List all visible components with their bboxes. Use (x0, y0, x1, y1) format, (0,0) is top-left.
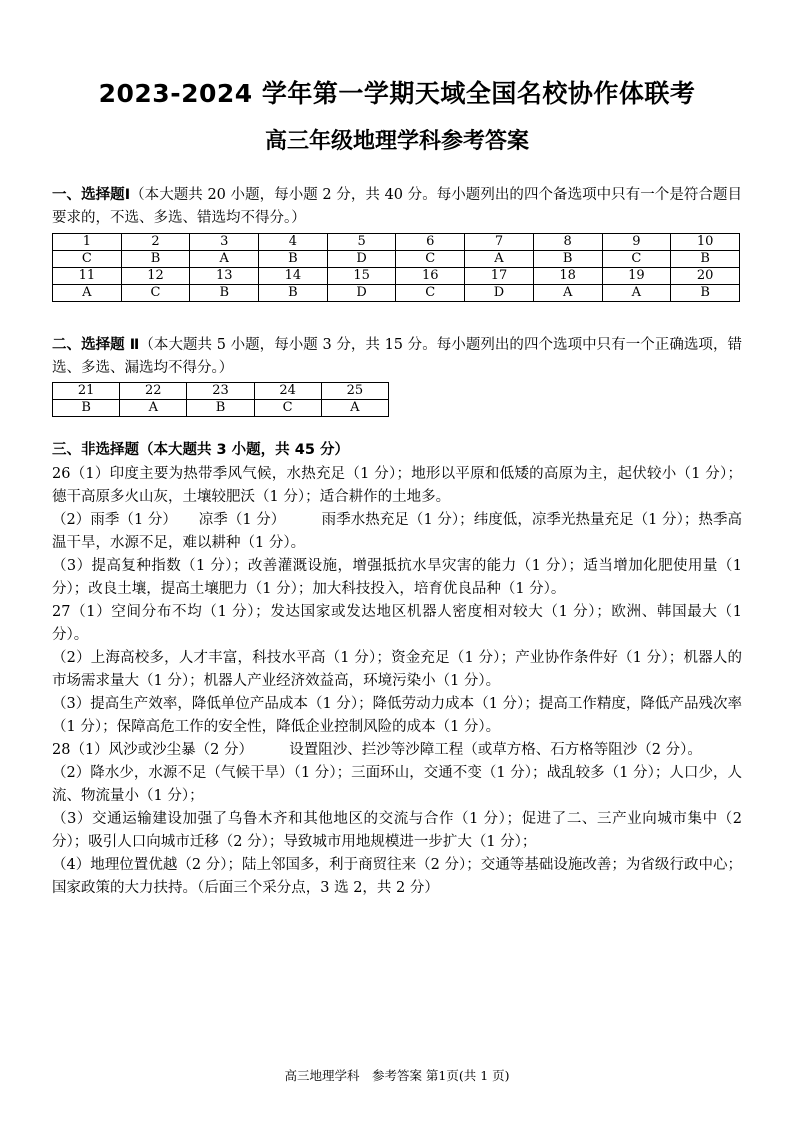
answer-paragraph: （2）上海高校多，人才丰富，科技水平高（1 分）；资金充足（1 分）；产业协作条件好（1 分）；机器人的市场需求量大（1 分）；机器人产业经济效益高，环境污染小（1 分）。 (52, 650, 742, 689)
question-number-cell: 21 (53, 383, 120, 400)
answer-cell: B (190, 285, 259, 302)
answer-cell: C (602, 251, 671, 268)
question-number-cell: 15 (327, 268, 396, 285)
question-number-cell: 2 (121, 234, 190, 251)
answer-cell: A (120, 400, 187, 417)
question-number-cell: 20 (671, 268, 740, 285)
question-number-cell: 19 (602, 268, 671, 285)
answer-cell: B (53, 400, 120, 417)
question-number-cell: 6 (396, 234, 465, 251)
answer-cell: D (465, 285, 534, 302)
answer-cell: B (671, 251, 740, 268)
answer-paragraph: （4）地理位置优越（2 分）；陆上邻国多，利于商贸往来（2 分）；交通等基础设施改善；为省级行政中心；国家政策的大力扶持。（后面三个采分点，3 选 2，共 2 分） (52, 857, 742, 896)
answer-paragraph: （3）交通运输建设加强了乌鲁木齐和其他地区的交流与合作（1 分）；促进了二、三产业向城市集中（2 分）；吸引人口向城市迁移（2 分）；导致城市用地规模进一步扩大（1 分）； (52, 811, 742, 850)
section2-heading: 二、选择题 Ⅱ (52, 337, 140, 353)
answer-paragraph: （2）降水少，水源不足（气候干旱）（1 分）；三面环山，交通不变（1 分）；战乱较多（1 分）；人口少，人流、物流量小（1 分）； (52, 765, 742, 804)
answer-table-row (53, 400, 389, 417)
page-subtitle: 高三年级地理学科参考答案 (264, 129, 529, 154)
answer-cell: A (533, 285, 602, 302)
question-number-cell: 1 (53, 234, 122, 251)
answer-cell: B (121, 251, 190, 268)
section2-answer-table (52, 382, 389, 417)
question-number-cell: 22 (120, 383, 187, 400)
answer-table-row (53, 234, 740, 251)
answer-cell: C (396, 251, 465, 268)
answer-cell: C (53, 251, 122, 268)
answer-cell: B (259, 251, 328, 268)
answer-table-row (53, 268, 740, 285)
answer-cell: C (396, 285, 465, 302)
question-number-cell: 23 (187, 383, 254, 400)
answer-cell: A (465, 251, 534, 268)
question-number-cell: 17 (465, 268, 534, 285)
answer-cell: C (254, 400, 321, 417)
section1-heading: 一、选择题Ⅰ (52, 187, 131, 203)
question-number-cell: 9 (602, 234, 671, 251)
question-number-cell: 24 (254, 383, 321, 400)
section1-description: （本大题共 20 小题，每小题 2 分，共 40 分。每小题列出的四个备选项中只有一个是符合题目要求的，不选、多选、错选均不得分。） (52, 187, 742, 226)
question-number-cell: 11 (53, 268, 122, 285)
answer-paragraph: 27（1）空间分布不均（1 分）；发达国家或发达地区机器人密度相对较大（1 分）；欧洲、韩国最大（1 分）。 (52, 604, 742, 643)
answer-cell: A (321, 400, 388, 417)
question-number-cell: 7 (465, 234, 534, 251)
page-footer: 高三地理学科 参考答案 第1页(共 1 页) (284, 1068, 510, 1083)
answer-cell: D (327, 251, 396, 268)
section1-intro (52, 184, 742, 230)
answer-cell: B (259, 285, 328, 302)
section2-description: （本大题共 5 小题，每小题 3 分，共 15 分。每小题列出的四个选项中只有一个正确选项，错选、多选、漏选均不得分。） (52, 337, 742, 376)
section2-intro (52, 334, 742, 380)
answer-cell: B (671, 285, 740, 302)
question-number-cell: 8 (533, 234, 602, 251)
answer-paragraph: （3）提高复种指数（1 分）；改善灌溉设施，增强抵抗水旱灾害的能力（1 分）；适当增加化肥使用量（1 分）；改良土壤，提高土壤肥力（1 分）；加大科技投入，培育优良品种（1 分）。 (52, 558, 742, 597)
answer-table-row (53, 285, 740, 302)
page-title: 2023-2024 学年第一学期天域全国名校协作体联考 (98, 79, 696, 108)
answer-table-row (53, 383, 389, 400)
question-number-cell: 13 (190, 268, 259, 285)
question-number-cell: 18 (533, 268, 602, 285)
section3-heading: 三、非选择题（本大题共 3 小题，共 45 分） (52, 442, 349, 458)
answer-cell: A (190, 251, 259, 268)
question-number-cell: 4 (259, 234, 328, 251)
answer-cell: D (327, 285, 396, 302)
question-number-cell: 12 (121, 268, 190, 285)
answer-cell: B (187, 400, 254, 417)
question-number-cell: 3 (190, 234, 259, 251)
answer-paragraph: 26（1）印度主要为热带季风气候，水热充足（1 分）；地形以平原和低矮的高原为主，起伏较小（1 分）；德干高原多火山灰，土壤较肥沃（1 分）；适合耕作的土地多。 (52, 466, 742, 505)
question-number-cell: 16 (396, 268, 465, 285)
answer-cell: B (533, 251, 602, 268)
question-number-cell: 14 (259, 268, 328, 285)
question-number-cell: 10 (671, 234, 740, 251)
answer-cell: A (602, 285, 671, 302)
answer-paragraph: 28（1）风沙或沙尘暴（2 分） 设置阻沙、拦沙等沙障工程（或草方格、石方格等阻沙（2 分）。 (52, 742, 702, 758)
question-number-cell: 25 (321, 383, 388, 400)
question-number-cell: 5 (327, 234, 396, 251)
section3-answers (52, 463, 742, 900)
answer-paragraph: （2）雨季（1 分） 凉季（1 分） 雨季水热充足（1 分）；纬度低，凉季光热量充足（1 分）；热季高温干旱，水源不足，难以耕种（1 分）。 (52, 512, 742, 551)
answer-cell: C (121, 285, 190, 302)
section1-answer-table (52, 233, 740, 302)
answer-cell: A (53, 285, 122, 302)
answer-table-row (53, 251, 740, 268)
answer-paragraph: （3）提高生产效率，降低单位产品成本（1 分）；降低劳动力成本（1 分）；提高工作精度，降低产品残次率（1 分）；保障高危工作的安全性，降低企业控制风险的成本（1 分）。 (52, 696, 742, 735)
